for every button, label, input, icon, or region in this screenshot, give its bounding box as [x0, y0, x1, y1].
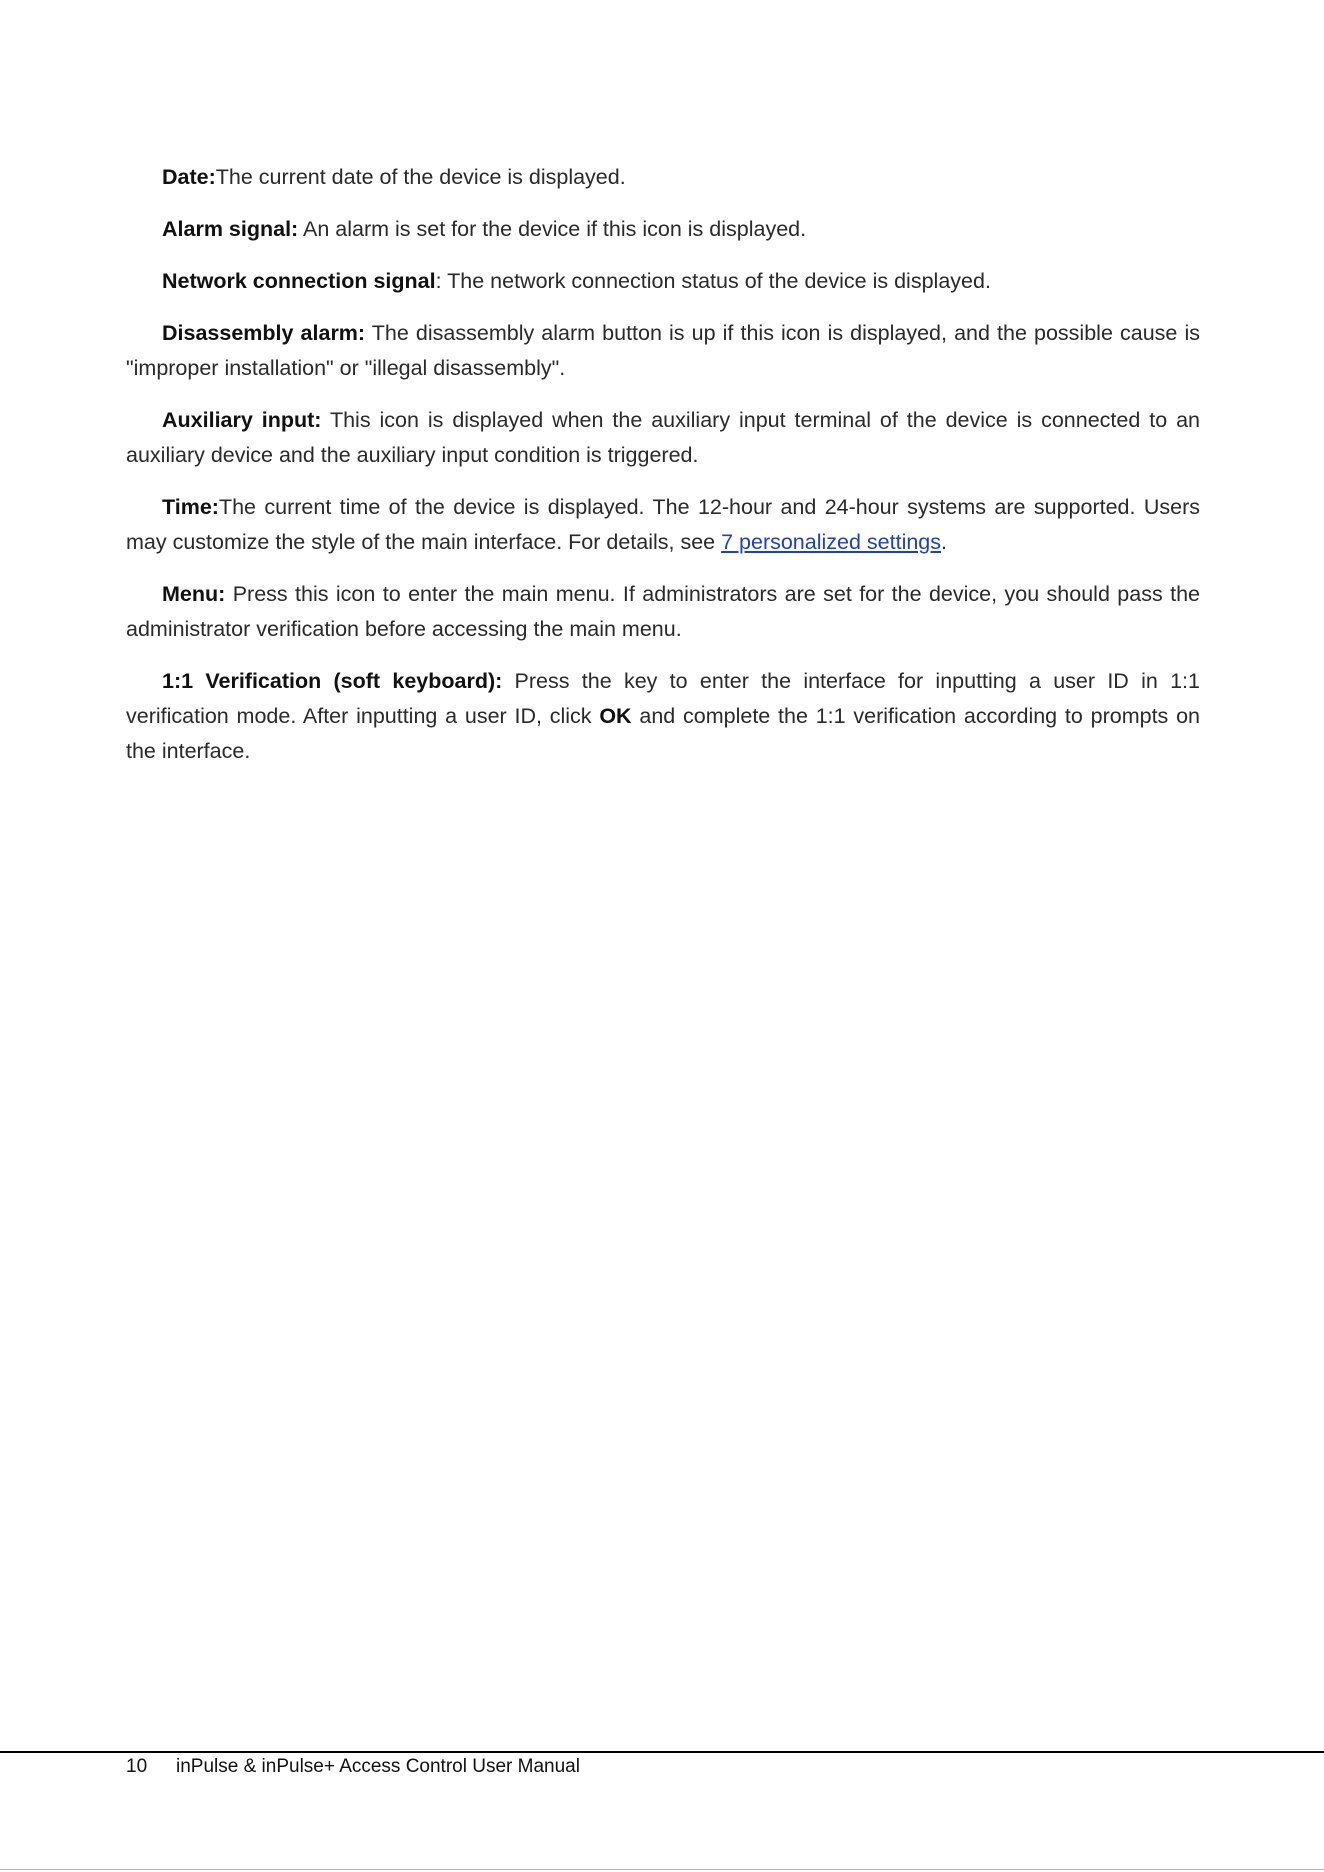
- desc-verification: Press the key to enter the interface for inputting a user ID in 1:1 verification mode. After inputting a user ID, click: [126, 669, 1200, 728]
- desc-network-signal: : The network connection status of the device is displayed.: [435, 269, 991, 293]
- term-disassembly-alarm: Disassembly alarm:: [162, 321, 366, 345]
- page-number: 10: [126, 1756, 148, 1777]
- paragraph-auxiliary-input: [126, 403, 1200, 473]
- footer-divider: [0, 1751, 1324, 1753]
- paragraph-disassembly-alarm: [126, 316, 1200, 386]
- term-network-signal: Network connection signal: [162, 269, 436, 293]
- term-menu: Menu:: [162, 582, 226, 606]
- ok-keyword: OK: [599, 704, 632, 728]
- term-verification: 1:1 Verification (soft keyboard):: [162, 669, 503, 693]
- paragraph-alarm-signal: [126, 212, 1200, 247]
- term-alarm-signal: Alarm signal:: [162, 217, 299, 241]
- desc-verification-end: and complete the 1:1 verification according to prompts on the interface.: [126, 704, 1200, 763]
- desc-alarm-signal: An alarm is set for the device if this icon is displayed.: [298, 217, 807, 241]
- term-auxiliary-input: Auxiliary input:: [162, 408, 322, 432]
- page-footer: [126, 1754, 580, 1780]
- desc-date: The current date of the device is displayed.: [215, 165, 626, 189]
- term-time: Time:: [162, 495, 219, 519]
- paragraph-verification: [126, 664, 1200, 769]
- desc-auxiliary-input: This icon is displayed when the auxiliary input terminal of the device is connected to an auxiliary device and the auxiliary input condition is triggered.: [126, 408, 1201, 467]
- term-date: Date:: [162, 165, 216, 189]
- desc-time-end: .: [941, 530, 947, 554]
- paragraph-menu: [126, 577, 1200, 647]
- document-body: [126, 160, 1200, 786]
- personalized-settings-link[interactable]: 7 personalized settings: [721, 530, 942, 554]
- paragraph-network-signal: [126, 264, 1200, 299]
- desc-time: The current time of the device is displayed. The 12-hour and 24-hour systems are supported. Users may customize the style of the main interface. For details, see: [126, 495, 1200, 554]
- paragraph-time: [126, 490, 1200, 560]
- paragraph-date: [126, 160, 1200, 195]
- manual-title: inPulse & inPulse+ Access Control User Manual: [176, 1756, 580, 1777]
- desc-disassembly-alarm: The disassembly alarm button is up if this icon is displayed, and the possible cause is "improper installation" or "illegal disassembly".: [126, 321, 1200, 380]
- page-bottom-edge: [0, 1869, 1324, 1870]
- desc-menu: Press this icon to enter the main menu. If administrators are set for the device, you should pass the administrator verification before accessing the main menu.: [126, 582, 1200, 641]
